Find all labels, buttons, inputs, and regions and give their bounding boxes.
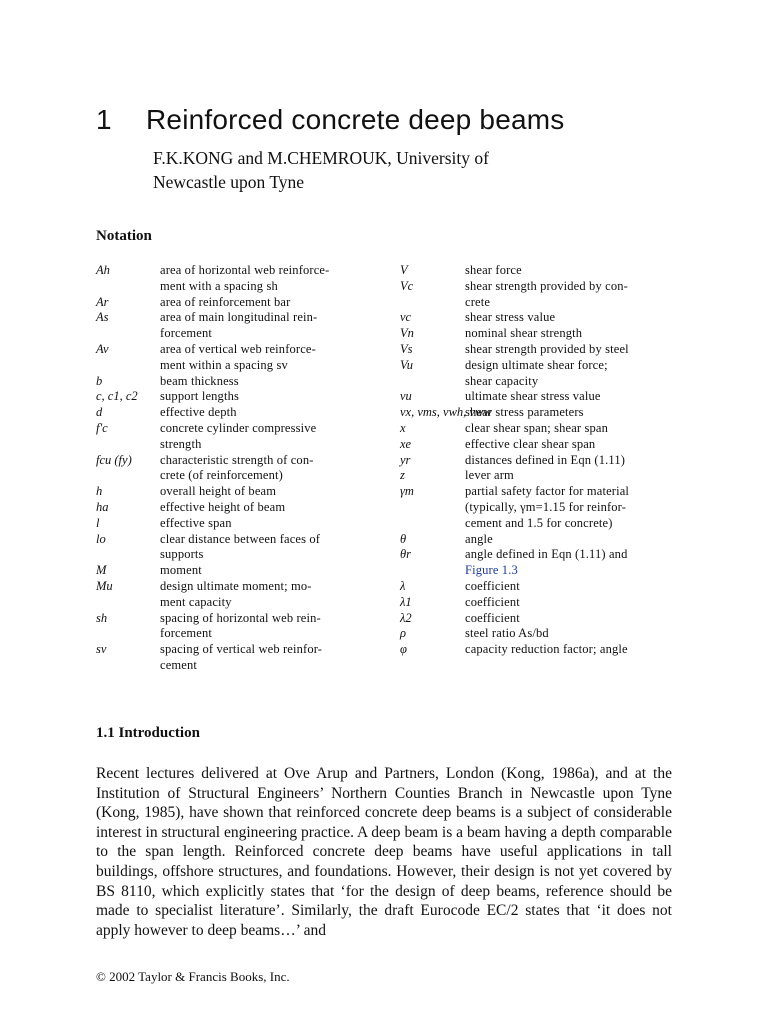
notation-description-line: forcement	[160, 326, 213, 341]
notation-description	[465, 358, 690, 390]
notation-row	[400, 453, 690, 469]
notation-symbol: h	[96, 484, 103, 499]
notation-description	[160, 611, 386, 643]
notation-description	[160, 500, 386, 516]
notation-symbol: x	[400, 420, 406, 435]
notation-symbol: lo	[96, 531, 106, 546]
notation-row	[96, 421, 386, 453]
notation-description-line: ment within a spacing sv	[160, 357, 288, 372]
notation-description-line: characteristic strength of con-	[160, 452, 314, 467]
notation-row	[400, 437, 690, 453]
notation-description	[160, 421, 386, 453]
notation-symbol: Vs	[400, 341, 413, 356]
notation-description-line: angle defined in Eqn (1.11) and	[465, 547, 628, 562]
notation-description-line: area of main longitudinal rein-	[160, 310, 318, 325]
chapter-title-text: Reinforced concrete deep beams	[146, 104, 565, 135]
notation-symbol: V	[400, 263, 408, 277]
notation-description	[465, 405, 690, 421]
notation-symbol: λ	[400, 578, 406, 593]
notation-symbol: Vc	[400, 278, 414, 293]
notation-symbol: γm	[400, 484, 414, 499]
notation-description	[465, 421, 690, 437]
notation-row	[400, 389, 690, 405]
notation-row	[400, 595, 690, 611]
notation-description-line: effective span	[160, 515, 232, 530]
notation-description-line: (typically, γm=1.15 for reinfor-	[465, 499, 627, 514]
notation-symbol: Ar	[96, 294, 109, 309]
notation-description	[465, 279, 690, 311]
notation-row	[400, 547, 690, 579]
notation-description-line: capacity reduction factor; angle	[465, 642, 628, 657]
notation-description-line: area of horizontal web reinforce-	[160, 263, 330, 277]
notation-symbol: sh	[96, 610, 108, 625]
notation-symbol: vx, vms, vwh, vww	[400, 405, 492, 420]
notation-description-line: area of vertical web reinforce-	[160, 341, 316, 356]
figure-link[interactable]: Figure 1.3	[465, 563, 518, 578]
notation-description	[160, 532, 386, 564]
notation-description-line: shear stress value	[465, 310, 556, 325]
notation-symbol: c, c1, c2	[96, 389, 138, 404]
notation-description-line: supports	[160, 547, 204, 562]
notation-description-line: effective height of beam	[160, 499, 286, 514]
notation-description-line: concrete cylinder compressive	[160, 420, 317, 435]
notation-symbol: f'c	[96, 420, 108, 435]
notation-row	[400, 468, 690, 484]
notation-row	[96, 342, 386, 374]
notation-description-line: shear strength provided by con-	[465, 278, 628, 293]
notation-symbol: θ	[400, 531, 407, 546]
notation-row	[400, 642, 690, 658]
notation-description	[465, 642, 690, 658]
notation-description-line: angle	[465, 531, 493, 546]
notation-description-line: nominal shear strength	[465, 326, 583, 341]
chapter-number: 1	[96, 104, 112, 135]
notation-description	[160, 342, 386, 374]
notation-row	[400, 342, 690, 358]
notation-description	[465, 342, 690, 358]
notation-symbol: Vu	[400, 357, 413, 372]
notation-row	[400, 611, 690, 627]
notation-row	[400, 579, 690, 595]
notation-row	[96, 532, 386, 564]
notation-description	[160, 453, 386, 485]
notation-description	[160, 374, 386, 390]
notation-description-line: clear distance between faces of	[160, 531, 321, 546]
notation-description	[160, 389, 386, 405]
notation-description-line: partial safety factor for material	[465, 484, 630, 499]
notation-description-line: coefficient	[465, 578, 520, 593]
notation-description	[160, 642, 386, 674]
notation-description-line: support lengths	[160, 389, 239, 404]
notation-row	[96, 579, 386, 611]
notation-symbol: Av	[96, 341, 109, 356]
chapter-authors	[153, 146, 653, 194]
notation-description	[160, 295, 386, 311]
notation-row	[400, 358, 690, 390]
notation-description-line: crete	[465, 294, 491, 309]
notation-row	[400, 421, 690, 437]
notation-description-line: spacing of horizontal web rein-	[160, 610, 321, 625]
notation-symbol: z	[400, 468, 405, 483]
notation-description	[160, 263, 386, 295]
notation-row	[96, 405, 386, 421]
notation-symbol: d	[96, 405, 103, 420]
introduction-paragraph: Recent lectures delivered at Ove Arup and Partners, London (Kong, 1986a), and at the Institution of Structural Engineers’ Northern Counties Branch in Newcastle upon Tyne (Kong, 1985), have shown that reinforced concrete deep beams is a subject of considerable interest in structural engineering practice. A deep beam is a beam having a depth comparable to the span length. Reinforced concrete deep beams have useful applications in tall buildings, offshore structures, and foundations. However, their design is not yet covered by BS 8110, which explicitly states that ‘for the design of deep beams, reference should be made to specialist literature’. Similarly, the draft Eurocode EC/2 states that ‘it does not apply however to deep beams…’ and	[96, 765, 672, 939]
notation-description-line: ment capacity	[160, 594, 232, 609]
section-heading-introduction: 1.1 Introduction	[96, 725, 200, 741]
notation-symbol: θr	[400, 547, 412, 562]
notation-row	[96, 642, 386, 674]
notation-description	[465, 532, 690, 548]
notation-row	[96, 484, 386, 500]
notation-row	[400, 279, 690, 311]
notation-symbol: ha	[96, 499, 109, 514]
notation-symbol: Mu	[96, 578, 113, 593]
notation-description-line: distances defined in Eqn (1.11)	[465, 452, 626, 467]
notation-description-line: shear force	[465, 263, 522, 277]
notation-description-line: ultimate shear stress value	[465, 389, 601, 404]
notation-symbol: vu	[400, 389, 412, 404]
authors-line: F.K.KONG and M.CHEMROUK, University of	[153, 148, 489, 168]
notation-description	[465, 595, 690, 611]
notation-description	[160, 484, 386, 500]
notation-symbol: b	[96, 373, 103, 388]
notation-list-right	[400, 263, 690, 658]
notation-description-line: cement and 1.5 for concrete)	[465, 515, 613, 530]
notation-description-line: coefficient	[465, 594, 520, 609]
notation-symbol: sv	[96, 642, 107, 657]
notation-description-line: moment	[160, 563, 202, 578]
notation-list-left	[96, 263, 386, 674]
notation-symbol: λ1	[400, 594, 412, 609]
notation-description-line: strength	[160, 436, 202, 451]
notation-row	[400, 326, 690, 342]
notation-row	[400, 405, 690, 421]
notation-description	[465, 389, 690, 405]
authors-affiliation: Newcastle upon Tyne	[153, 172, 305, 192]
notation-description-line: forcement	[160, 626, 213, 641]
notation-description	[160, 579, 386, 611]
notation-row	[400, 626, 690, 642]
notation-row	[96, 389, 386, 405]
notation-description	[160, 563, 386, 579]
notation-row	[96, 611, 386, 643]
notation-description-line: shear stress parameters	[465, 405, 584, 420]
notation-description	[465, 326, 690, 342]
notation-description-line: crete (of reinforcement)	[160, 468, 283, 483]
notation-description-line: effective clear shear span	[465, 436, 596, 451]
notation-symbol: Vn	[400, 326, 414, 341]
notation-description-line: overall height of beam	[160, 484, 277, 499]
notation-description-line: shear strength provided by steel	[465, 341, 629, 356]
notation-description-line: spacing of vertical web reinfor-	[160, 642, 323, 657]
notation-description-line: area of reinforcement bar	[160, 294, 291, 309]
notation-description	[160, 310, 386, 342]
notation-description	[465, 626, 690, 642]
notation-symbol: φ	[400, 642, 407, 657]
chapter-title	[96, 104, 564, 136]
notation-description-line: design ultimate shear force;	[465, 357, 608, 372]
notation-description-line: shear capacity	[465, 373, 539, 388]
notation-row	[96, 374, 386, 390]
notation-row	[96, 310, 386, 342]
notation-description	[465, 468, 690, 484]
notation-symbol: ρ	[400, 626, 406, 641]
notation-row	[96, 295, 386, 311]
notation-symbol: fcu (fy)	[96, 452, 132, 467]
notation-row	[96, 516, 386, 532]
notation-symbol: Ah	[96, 263, 110, 277]
notation-description-line: cement	[160, 657, 197, 672]
notation-row	[400, 484, 690, 531]
notation-symbol: As	[96, 310, 109, 325]
notation-description-line: ment with a spacing sh	[160, 278, 278, 293]
copyright-footer: © 2002 Taylor & Francis Books, Inc.	[96, 969, 290, 984]
notation-description-line: beam thickness	[160, 373, 239, 388]
notation-description-line: coefficient	[465, 610, 520, 625]
notation-description-line: design ultimate moment; mo-	[160, 578, 312, 593]
notation-description-line: effective depth	[160, 405, 237, 420]
notation-row	[96, 263, 386, 295]
notation-symbol: vc	[400, 310, 412, 325]
notation-description	[465, 263, 690, 279]
notation-heading: Notation	[96, 228, 152, 244]
notation-symbol: yr	[400, 452, 411, 467]
notation-symbol: M	[96, 563, 107, 578]
notation-description-line: lever arm	[465, 468, 514, 483]
notation-symbol: λ2	[400, 610, 412, 625]
notation-symbol: l	[96, 515, 100, 530]
notation-row	[400, 532, 690, 548]
notation-description	[465, 453, 690, 469]
notation-description	[465, 547, 690, 579]
notation-symbol: xe	[400, 436, 412, 451]
notation-description	[465, 579, 690, 595]
notation-description-line: steel ratio As/bd	[465, 626, 549, 641]
notation-description	[160, 516, 386, 532]
notation-description	[465, 611, 690, 627]
notation-description	[465, 437, 690, 453]
notation-row	[96, 453, 386, 485]
notation-description-line: clear shear span; shear span	[465, 420, 609, 435]
notation-row	[96, 563, 386, 579]
notation-row	[400, 263, 690, 279]
notation-description	[465, 310, 690, 326]
notation-description	[160, 405, 386, 421]
notation-description	[465, 484, 690, 531]
notation-row	[96, 500, 386, 516]
notation-row	[400, 310, 690, 326]
